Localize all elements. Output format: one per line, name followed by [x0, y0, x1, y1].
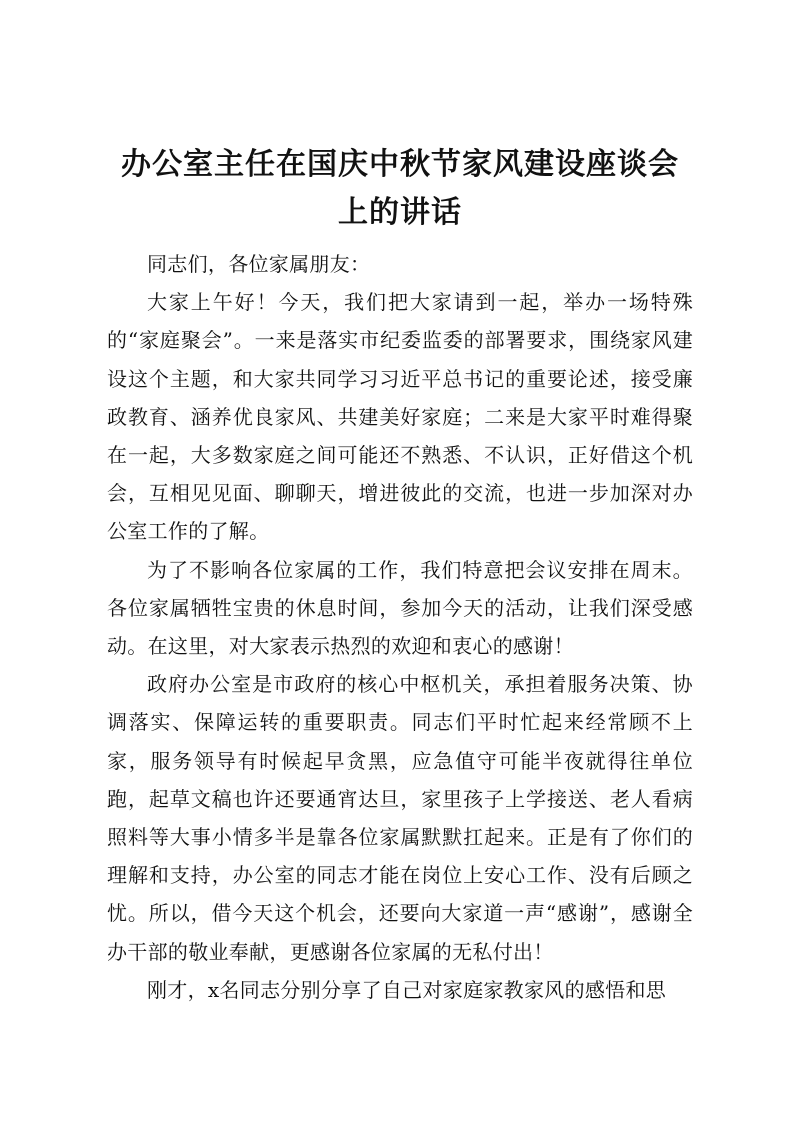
- body-paragraph: 大家上午好！今天，我们把大家请到一起，举办一场特殊的“家庭聚会”。一来是落实市纪委监委的部署要求，围绕家风建设这个主题，和大家共同学习习近平总书记的重要论述，接受廉政教育、涵养优良家风、共建美好家庭；二来是大家平时难得聚在一起，大多数家庭之间可能还不熟悉、不认识，正好借这个机会，互相见见面、聊聊天，增进彼此的交流，也进一步加深对办公室工作的了解。: [107, 290, 693, 544]
- salutation-paragraph: 同志们，各位家属朋友：: [147, 252, 371, 276]
- document-title: 办公室主任在国庆中秋节家风建设座谈会上的讲话: [121, 147, 679, 230]
- body-paragraph: 为了不影响各位家属的工作，我们特意把会议安排在周末。各位家属牺牲宝贵的休息时间，参加今天的活动，让我们深受感动。在这里，对大家表示热烈的欢迎和衷心的感谢！: [107, 557, 693, 659]
- body-paragraph: 刚才，x名同志分别分享了自己对家庭家教家风的感悟和思: [147, 977, 667, 1002]
- body-paragraph: 政府办公室是市政府的核心中枢机关，承担着服务决策、协调落实、保障运转的重要职责。同志们平时忙起来经常顾不上家，服务领导有时候起早贪黑，应急值守可能半夜就得往单位跑，起草文稿也许还要通宵达旦，家里孩子上学接送、老人看病照料等大事小情多半是靠各位家属默默扛起来。正是有了你们的理解和支持，办公室的同志才能在岗位上安心工作、没有后顾之忧。所以，借今天这个机会，还要向大家道一声“感谢”，感谢全办干部的敬业奉献，更感谢各位家属的无私付出！: [107, 672, 693, 964]
- document-body: [107, 141, 693, 1009]
